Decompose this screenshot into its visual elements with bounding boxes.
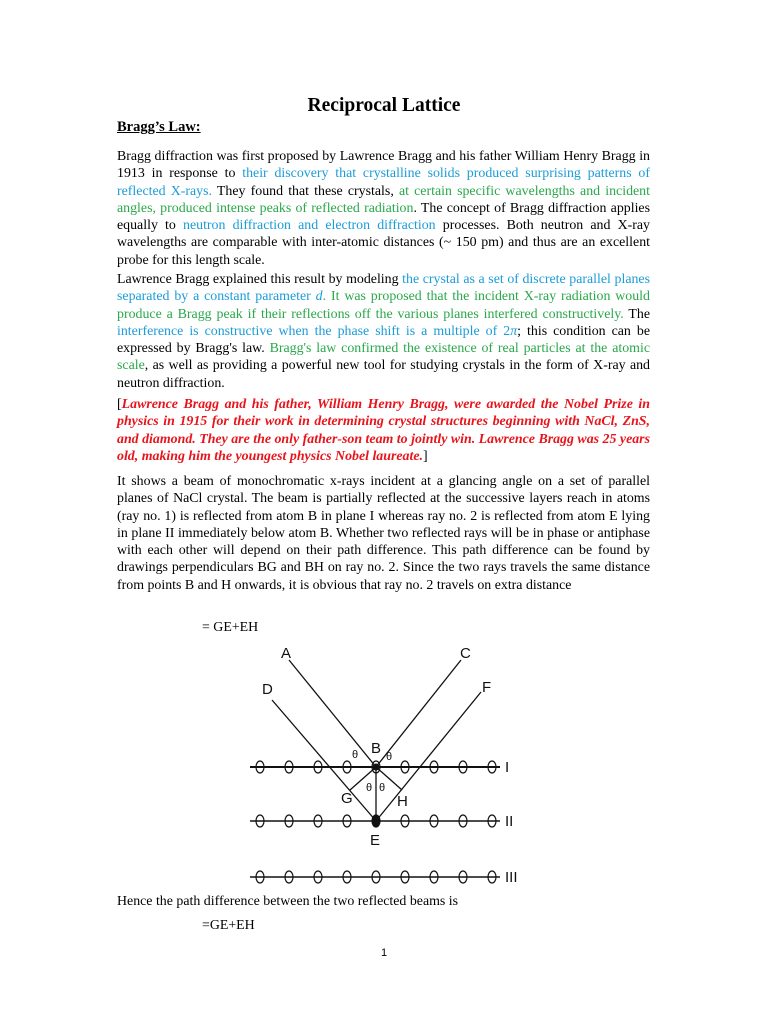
- paragraph-4: It shows a beam of monochromatic x-rays incident at a glancing angle on a set of parallel planes of NaCl crystal. The beam is partially reflected at the successive layers reach in atoms (ray no. 1) is reflected from atom B in plane I whereas ray no. 2 is reflected from atom E lying in plane II immediately below atom B. Whether two reflected rays will be in phase or antiphase with each other will depend on their path difference. This path difference can be found by drawings perpendiculars BG and BH on ray no. 2. Since the two rays travels the same distance from points B and H onwards, it is obvious that ray no. 2 travels on extra distance: [117, 474, 650, 593]
- theta-4: θ: [379, 782, 386, 794]
- para2-segment-1: the crystal as a set of discrete parallel planes separated by a constant parameter: [117, 272, 651, 305]
- para3-segment-0: [: [117, 397, 122, 412]
- para1-segment-1: their discovery that crystalline solids produced surprising patterns of reflected X-rays.: [117, 166, 650, 199]
- theta-2: θ: [386, 751, 393, 763]
- theta-1: θ: [352, 749, 359, 761]
- plane-label-1: I: [505, 759, 510, 776]
- page-title: Reciprocal Lattice: [307, 95, 461, 116]
- para2-segment-2: d: [315, 289, 323, 305]
- para2-segment-9: , as well as providing a powerful new tool for studying crystals in the form of X-ray and neutron diffraction.: [117, 358, 650, 391]
- para1-segment-3: at certain specific wavelengths and incident angles, produced intense peaks of reflected radiation: [117, 183, 650, 216]
- para3-segment-1: Lawrence Bragg and his father, William Henry Bragg, were awarded the Nobel Prize in physics in 1915 for their work in determining crystal structures beginning with NaCl, ZnS, and diamond. They are the only father-son team to jointly win. Lawrence Bragg was 25 years old, making him the youngest physics Nobel laureate.: [117, 397, 650, 464]
- plane-label-3: III: [505, 869, 518, 886]
- para2-segment-0: Lawrence Bragg explained this result by modeling: [117, 272, 403, 287]
- para2-segment-6: π: [510, 323, 518, 339]
- label-D: D: [262, 681, 273, 698]
- para3-segment-2: ]: [423, 448, 428, 464]
- plane-label-2: II: [505, 813, 514, 830]
- atom-B-dot: [373, 764, 380, 771]
- ray-2-incident: [272, 700, 376, 821]
- para2-segment-3: . It was proposed that the incident X-ray radiation would produce a Bragg peak if their reflections off the various planes interfered constructively.: [117, 289, 650, 322]
- para2-segment-8: Bragg's law confirmed the existence of real particles at the atomic scale: [117, 341, 650, 374]
- para2-segment-5: interference is constructive when the phase shift is a multiple of 2: [117, 323, 511, 339]
- paragraph-5: Hence the path difference between the two reflected beams is: [117, 894, 459, 909]
- label-C: C: [460, 645, 471, 662]
- equation-1: = GE+EH: [202, 620, 259, 635]
- para1-segment-6: processes. Both neutron and X-ray wavelengths are comparable with inter-atomic distances (~ 150 pm) and thus are an excellent probe for this length scale.: [117, 218, 650, 268]
- label-H: H: [397, 793, 408, 810]
- para1-segment-2: They found that these crystals,: [212, 183, 399, 199]
- para2-segment-7: ; this condition can be expressed by Bragg's law.: [117, 323, 650, 357]
- label-G: G: [341, 790, 353, 807]
- equation-2: =GE+EH: [202, 918, 255, 933]
- label-F: F: [482, 679, 492, 696]
- section-heading: Bragg’s Law:: [117, 119, 201, 135]
- para1-segment-0: Bragg diffraction was first proposed by Lawrence Bragg and his father William Henry Bragg in 1913 in response to: [117, 149, 650, 182]
- label-A: A: [281, 645, 292, 662]
- label-B: B: [371, 740, 382, 757]
- label-E: E: [370, 832, 381, 849]
- ray-1-incident: [289, 660, 376, 767]
- para1-segment-4: . The concept of Bragg diffraction applies equally to: [117, 200, 651, 234]
- para2-segment-4: The: [623, 306, 650, 322]
- para1-segment-5: neutron diffraction and electron diffraction: [183, 218, 436, 234]
- page-number: 1: [380, 947, 388, 959]
- theta-3: θ: [366, 782, 373, 794]
